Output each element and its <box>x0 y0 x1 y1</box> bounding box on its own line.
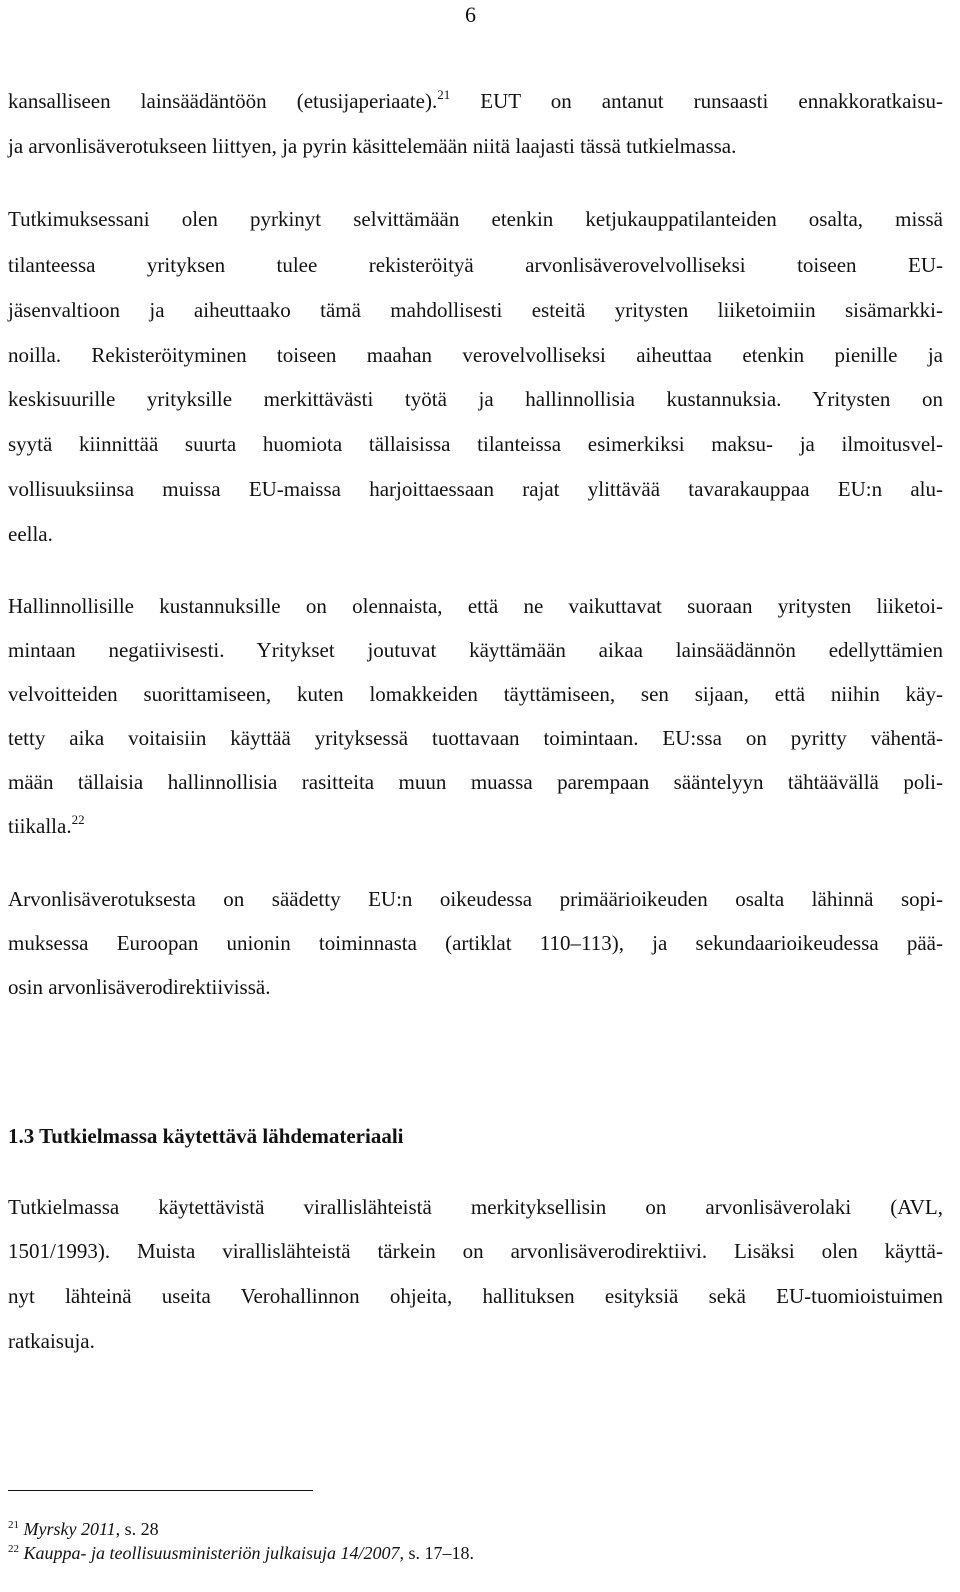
footnote-source: Myrsky 2011 <box>23 1519 116 1539</box>
text-line: velvoitteiden suorittamiseen, kuten lomakkeiden täyttämiseen, sen sijaan, että niihin käy- <box>8 682 943 706</box>
footnote-separator <box>8 1490 313 1491</box>
footnote-21 <box>8 1518 159 1540</box>
text-line: ratkaisuja. <box>8 1329 95 1353</box>
text-line: Arvonlisäverotuksesta on säädetty EU:n oikeudessa primäärioikeuden osalta lähinnä sopi- <box>8 887 943 911</box>
footnote-number: 21 <box>8 1519 19 1531</box>
footnote-22 <box>8 1542 474 1564</box>
page-number: 6 <box>465 2 476 27</box>
text-line: tilanteessa yrityksen tulee rekisteröityä arvonlisäverovelvolliseksi toiseen EU- <box>8 253 943 277</box>
text-line: mintaan negatiivisesti. Yritykset joutuvat käyttämään aikaa lainsäädännön edellyttämien <box>8 638 943 662</box>
footnote-ref-21[interactable]: 21 <box>437 87 451 102</box>
footnote-text: s. 17–18. <box>404 1543 475 1563</box>
text-line: Hallinnollisille kustannuksille on olennaista, että ne vaikuttavat suoraan yritysten liiketoi- <box>8 594 943 618</box>
text-run: kansalliseen lainsäädäntöön (etusijaperiaate). <box>8 89 438 113</box>
footnote-text: , s. 28 <box>115 1519 159 1539</box>
text-line: Tutkimuksessani olen pyrkinyt selvittämään etenkin ketjukauppatilanteiden osalta, missä <box>8 207 943 231</box>
text-line: muksessa Euroopan unionin toiminnasta (artiklat 110–113), ja sekundaarioikeudessa pää- <box>8 931 943 955</box>
text-line: vollisuuksiinsa muissa EU-maissa harjoittaessaan rajat ylittävää tavarakauppaa EU:n alu- <box>8 477 943 501</box>
text-line: keskisuurille yrityksille merkittävästi työtä ja hallinnollisia kustannuksia. Yritysten on <box>8 387 943 411</box>
text-line: syytä kiinnittää suurta huomiota tällaisissa tilanteissa esimerkiksi maksu- ja ilmoitusvel- <box>8 432 943 456</box>
text-line: ja arvonlisäverotukseen liittyen, ja pyrin käsittelemään niitä laajasti tässä tutkielmassa. <box>8 134 737 158</box>
text-line: nyt lähteinä useita Verohallinnon ohjeita, hallituksen esityksiä sekä EU-tuomioistuimen <box>8 1284 943 1308</box>
footnote-ref-22[interactable]: 22 <box>71 812 85 827</box>
text-line: tetty aika voitaisiin käyttää yrityksessä tuottavaan toimintaan. EU:ssa on pyritty vähentä- <box>8 726 943 750</box>
text-line: Tutkielmassa käytettävistä virallislähteistä merkityksellisin on arvonlisäverolaki (AVL, <box>8 1195 943 1219</box>
text-run: tiikalla. <box>8 814 72 838</box>
text-line: eella. <box>8 522 53 546</box>
text-line: 1501/1993). Muista virallislähteistä tärkein on arvonlisäverodirektiivi. Lisäksi olen käyttä- <box>8 1239 943 1263</box>
section-heading: 1.3 Tutkielmassa käytettävä lähdemateriaali <box>8 1124 404 1148</box>
text-line <box>8 86 943 116</box>
text-line: osin arvonlisäverodirektiivissä. <box>8 975 271 999</box>
text-line: noilla. Rekisteröityminen toiseen maahan verovelvolliseksi aiheuttaa etenkin pienille ja <box>8 343 943 367</box>
text-line: mään tällaisia hallinnollisia rasitteita muun muassa parempaan sääntelyyn tähtäävällä poli- <box>8 770 943 794</box>
text-run: EUT on antanut runsaasti ennakkoratkaisu- <box>450 89 943 113</box>
text-line <box>8 811 943 841</box>
footnote-number: 22 <box>8 1543 19 1555</box>
footnote-source: Kauppa- ja teollisuusministeriön julkaisuja 14/2007, <box>23 1543 405 1563</box>
text-line: jäsenvaltioon ja aiheuttaako tämä mahdollisesti esteitä yritysten liiketoimiin sisämarkki- <box>8 298 943 322</box>
